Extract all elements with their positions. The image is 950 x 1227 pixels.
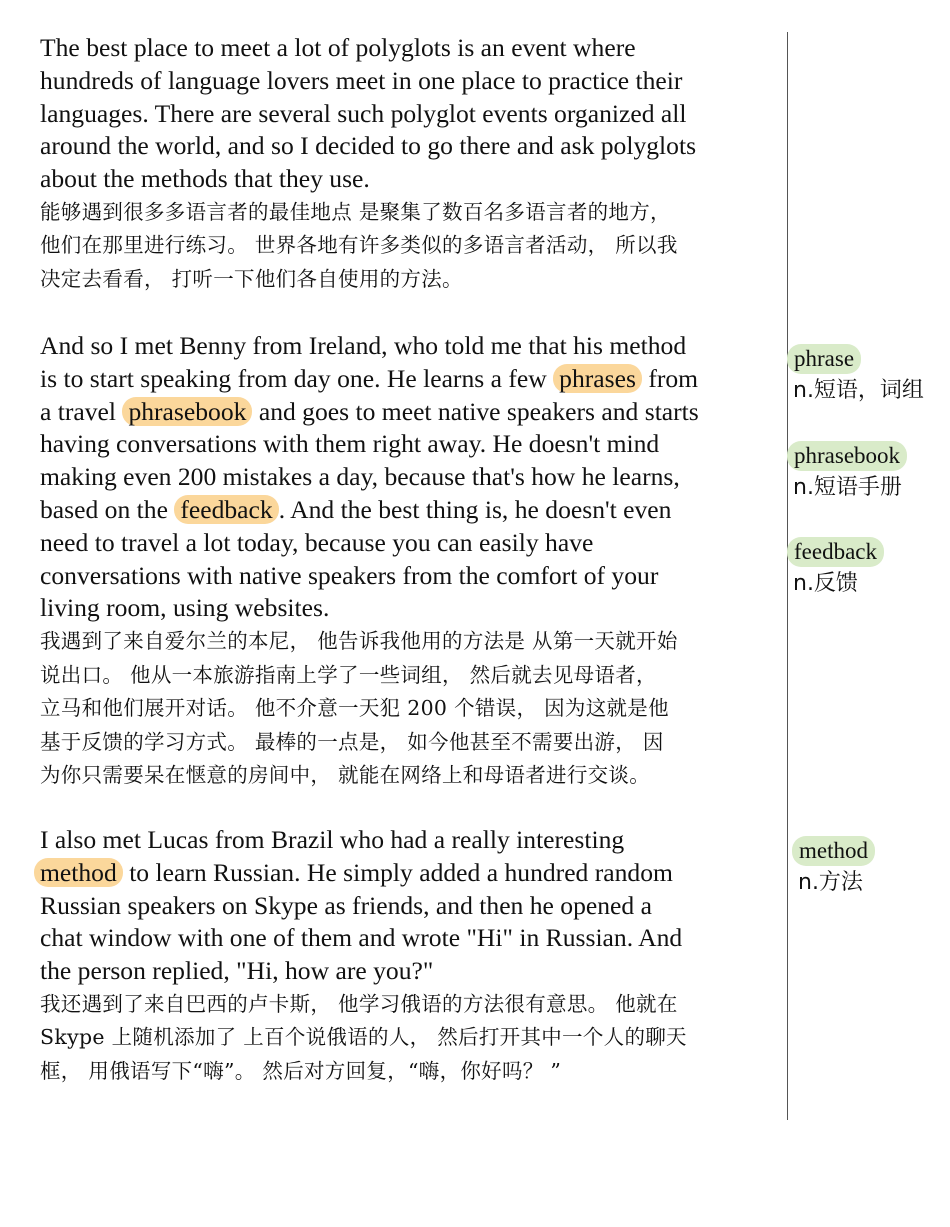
vocab-definition: n.短语手册 — [793, 475, 902, 500]
english-line: chat window with one of them and wrote "Hi" in Russian. And — [40, 923, 683, 953]
chinese-line: 立马和他们展开对话。 他不介意一天犯 200 个错误， 因为这就是他 — [40, 696, 669, 721]
highlight-phrases[interactable]: phrases — [553, 364, 642, 393]
chinese-line: 我还遇到了来自巴西的卢卡斯， 他学习俄语的方法很有意思。 他就在 — [40, 991, 678, 1016]
chinese-line: 基于反馈的学习方式。 最棒的一点是， 如今他甚至不需要出游， 因 — [40, 729, 664, 754]
text-after: and goes to meet native speakers and starts — [258, 396, 699, 426]
english-line — [34, 857, 775, 890]
english-line — [40, 396, 775, 429]
chinese-line: 为你只需要呆在惬意的房间中， 就能在网络上和母语者进行交谈。 — [40, 763, 651, 788]
english-line: I also met Lucas from Brazil who had a really interesting — [40, 825, 625, 854]
highlight-method[interactable]: method — [34, 858, 123, 887]
vocab-word[interactable]: phrase — [787, 344, 861, 374]
english-line: making even 200 mistakes a day, because that's how he learns, — [40, 462, 680, 492]
chinese-line: 框， 用俄语写下“嗨”。 然后对方回复，“嗨，你好吗？ ” — [40, 1058, 562, 1083]
vocab-definition: n.方法 — [798, 870, 863, 895]
chinese-line: 决定去看看， 打听一下他们各自使用的方法。 — [40, 266, 463, 291]
english-line: hundreds of language lovers meet in one place to practice their — [40, 65, 683, 95]
english-line: Russian speakers on Skype as friends, and then he opened a — [40, 890, 652, 920]
text-before: based on the — [40, 494, 168, 524]
highlight-feedback[interactable]: feedback — [174, 495, 278, 524]
text-after: . And the best thing is, he doesn't even — [278, 494, 672, 524]
chinese-line: 能够遇到很多多语言者的最佳地点 是聚集了数百名多语言者的地方， — [40, 199, 671, 224]
vocab-note-phrase — [787, 344, 924, 406]
english-line: living room, using websites. — [40, 593, 330, 623]
vocab-note-phrasebook — [787, 441, 907, 503]
english-line: around the world, and so I decided to go there and ask polyglots — [40, 131, 697, 161]
paragraph-3 — [40, 824, 775, 1088]
english-line: having conversations with them right away. He doesn't mind — [40, 429, 660, 459]
chinese-line: 我遇到了来自爱尔兰的本尼， 他告诉我他用的方法是 从第一天就开始 — [40, 629, 678, 654]
english-line: The best place to meet a lot of polyglots is an event where — [40, 33, 636, 62]
english-line — [40, 494, 775, 527]
paragraph-1 — [40, 32, 775, 296]
english-line: And so I met Benny from Ireland, who told me that his method — [40, 331, 687, 360]
vocab-definition: n.短语，词组 — [793, 378, 924, 403]
english-line — [40, 363, 775, 396]
english-line: need to travel a lot today, because you can easily have — [40, 527, 594, 557]
english-line: languages. There are several such polyglot events organized all — [40, 98, 687, 128]
vocab-word[interactable]: method — [792, 836, 875, 866]
chinese-line: Skype 上随机添加了 上百个说俄语的人， 然后打开其中一个人的聊天 — [40, 1025, 687, 1050]
text-before: is to start speaking from day one. He learns a few — [40, 363, 547, 393]
paragraph-2 — [40, 330, 775, 793]
vocab-note-feedback — [787, 537, 884, 599]
highlight-phrasebook[interactable]: phrasebook — [122, 397, 252, 426]
english-line: the person replied, "Hi, how are you?" — [40, 956, 434, 986]
text-after: to learn Russian. He simply added a hundred random — [129, 857, 673, 887]
chinese-line: 他们在那里进行练习。 世界各地有许多类似的多语言者活动， 所以我 — [40, 233, 678, 258]
vocab-word[interactable]: feedback — [787, 537, 884, 567]
vocab-note-method — [792, 836, 875, 898]
english-line: conversations with native speakers from the comfort of your — [40, 560, 659, 590]
vocab-definition: n.反馈 — [793, 571, 858, 596]
text-after: from — [648, 363, 699, 393]
text-before: a travel — [40, 396, 117, 426]
chinese-line: 说出口。 他从一本旅游指南上学了一些词组， 然后就去见母语者， — [40, 662, 657, 687]
english-line: about the methods that they use. — [40, 164, 370, 194]
vocab-word[interactable]: phrasebook — [787, 441, 907, 471]
